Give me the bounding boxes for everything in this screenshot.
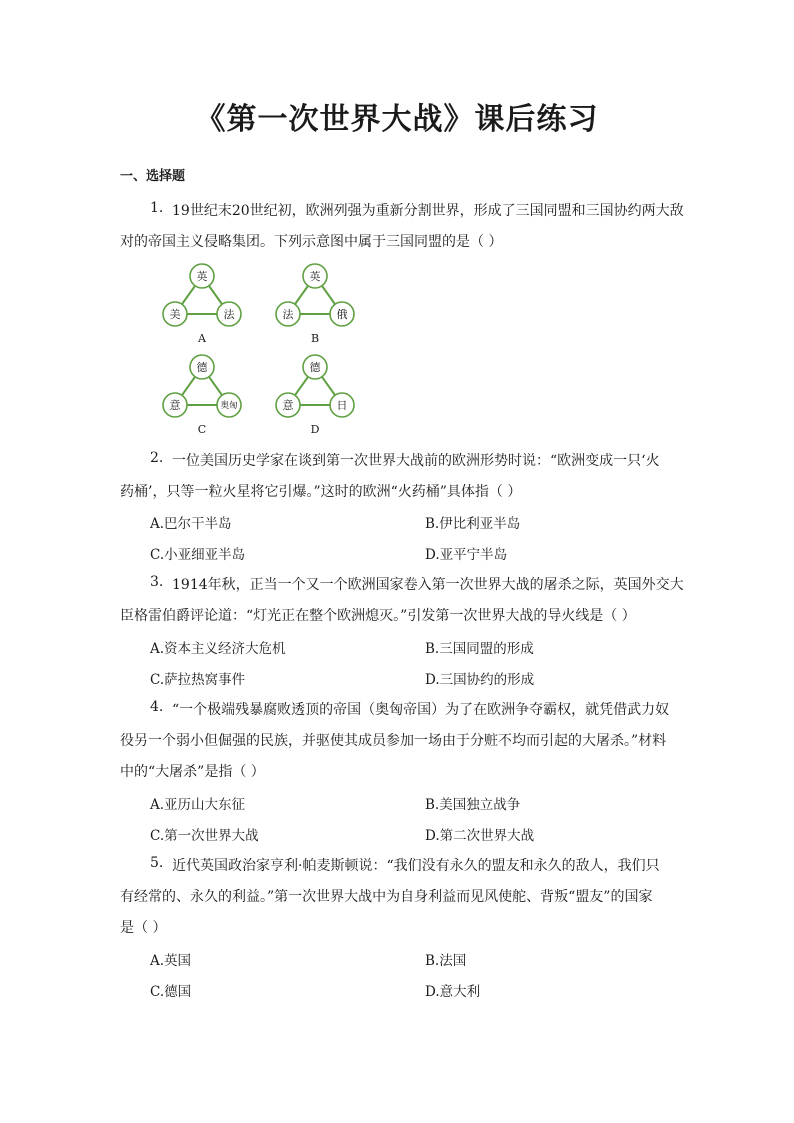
node-label: 英 [196, 270, 208, 283]
diagram-letter: A [198, 332, 206, 345]
question-text-line: 一位美国历史学家在谈到第一次世界大战前的欧洲形势时说：“欧洲变成一只‘火 [172, 453, 660, 469]
node-label: 德 [196, 361, 208, 374]
option-a[interactable]: A.亚历山大东征 [150, 797, 246, 813]
node-label: 法 [282, 308, 294, 321]
diagram-letter: C [197, 423, 207, 436]
option-d[interactable]: D.意大利 [425, 984, 481, 1000]
question-number: 5. [150, 855, 164, 871]
node-label: 俄 [336, 308, 348, 321]
question-text-line: “一个极端残暴腐败透顶的帝国（奥匈帝国）为了在欧洲争夺霸权，就凭借武力奴 [172, 702, 670, 718]
page-title: 《第一次世界大战》课后练习 [195, 102, 599, 137]
diagram-letter: B [310, 332, 320, 345]
question-number: 4. [150, 699, 164, 715]
option-c[interactable]: C.小亚细亚半岛 [150, 547, 246, 563]
node-label: 意 [282, 399, 294, 412]
node-label: 德 [309, 361, 321, 374]
diagram-c [163, 355, 241, 436]
node-label: 法 [223, 308, 235, 321]
alliance-diagram-svg [150, 258, 370, 440]
option-b[interactable]: B.伊比利亚半岛 [425, 516, 521, 532]
option-a[interactable]: A.巴尔干半岛 [150, 516, 232, 532]
question-number: 3. [150, 574, 164, 590]
node-label: 意 [169, 399, 181, 412]
node-label: 日 [336, 399, 348, 412]
node-label: 英 [309, 270, 321, 283]
question-text-line: 1914年秋，正当一个又一个欧洲国家卷入第一次世界大战的屠杀之际，英国外交大 [172, 577, 684, 593]
diagram-a [163, 264, 241, 345]
question-text-line: 中的“大屠杀”是指（ ） [120, 764, 265, 780]
option-a[interactable]: A.资本主义经济大危机 [150, 641, 286, 657]
question-number: 1. [150, 200, 164, 216]
question-text-line: 对的帝国主义侵略集团。下列示意图中属于三国同盟的是（ ） [120, 234, 503, 250]
node-label: 奥匈 [220, 401, 238, 411]
alliance-diagrams [150, 258, 370, 440]
question-text-line: 19世纪末20世纪初，欧洲列强为重新分割世界，形成了三国同盟和三国协约两大敌 [172, 203, 684, 219]
section-heading: 一、选择题 [120, 169, 186, 184]
question-text-line: 药桶’，只等一粒火星将它引爆。”这时的欧洲“火药桶”具体指（ ） [120, 484, 522, 500]
option-c[interactable]: C.第一次世界大战 [150, 828, 259, 844]
question-text-line: 近代英国政治家亨利·帕麦斯顿说：“我们没有永久的盟友和永久的敌人，我们只 [172, 858, 660, 874]
option-c[interactable]: C.德国 [150, 984, 192, 1000]
question-text-line: 有经常的、永久的利益。”第一次世界大战中为自身利益而见风使舵、背叛“盟友”的国家 [120, 889, 653, 905]
question-text-line: 臣格雷伯爵评论道：“灯光正在整个欧洲熄灭。”引发第一次世界大战的导火线是（ ） [120, 608, 636, 624]
option-c[interactable]: C.萨拉热窝事件 [150, 672, 246, 688]
question-text-line: 役另一个弱小但倔强的民族，并驱使其成员参加一场由于分赃不均而引起的大屠杀。”材料 [120, 733, 667, 749]
node-label: 美 [169, 308, 181, 321]
option-d[interactable]: D.第二次世界大战 [425, 828, 535, 844]
diagram-d [276, 355, 354, 436]
question-text-line: 是（ ） [120, 920, 167, 936]
question-number: 2. [150, 450, 164, 466]
option-a[interactable]: A.英国 [150, 953, 192, 969]
option-b[interactable]: B.法国 [425, 953, 467, 969]
diagram-b [276, 264, 354, 345]
option-b[interactable]: B.美国独立战争 [425, 797, 521, 813]
option-d[interactable]: D.三国协约的形成 [425, 672, 535, 688]
diagram-letter: D [310, 423, 320, 436]
option-d[interactable]: D.亚平宁半岛 [425, 547, 508, 563]
option-b[interactable]: B.三国同盟的形成 [425, 641, 534, 657]
